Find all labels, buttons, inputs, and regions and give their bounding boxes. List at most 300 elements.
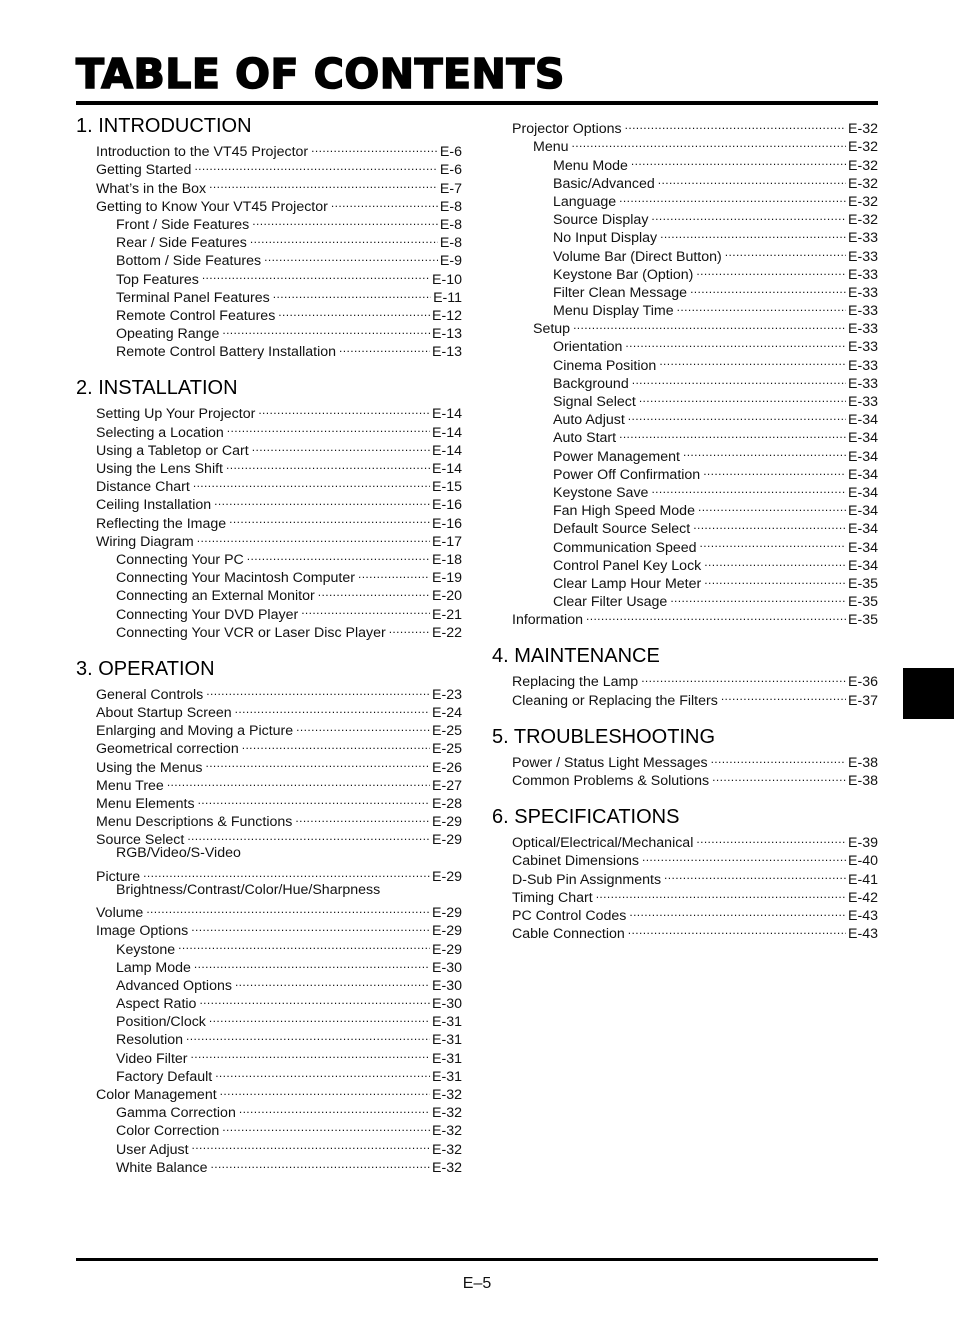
toc-entry-label: Distance Chart: [96, 479, 190, 496]
toc-entry-page: E-8: [439, 198, 462, 215]
toc-entry-page: E-38: [848, 754, 878, 771]
toc-entry[interactable]: [492, 829, 878, 852]
toc-entry-label: Source Display: [553, 212, 649, 229]
dot-leader: [721, 686, 846, 704]
toc-entry-label: Cabinet Dimensions: [512, 853, 639, 870]
toc-entry-label: Timing Chart: [512, 889, 593, 906]
section-heading: 1. INTRODUCTION: [76, 115, 252, 137]
toc-entry-page: E-29: [432, 923, 462, 940]
toc-entry-label: Connecting Your VCR or Laser Disc Player: [116, 624, 386, 641]
toc-entry-label: Auto Start: [553, 430, 617, 447]
toc-entry[interactable]: [76, 138, 462, 161]
toc-entry-label: Keystone: [116, 941, 176, 958]
toc-entry-page: E-24: [432, 705, 462, 722]
toc-entry-label: Reflecting the Image: [96, 515, 227, 532]
dot-leader: [690, 279, 846, 297]
dot-leader: [586, 606, 846, 624]
dot-leader: [278, 302, 430, 320]
toc-entry-page: E-33: [848, 266, 878, 283]
dot-leader: [301, 600, 430, 618]
toc-entry-page: E-33: [848, 375, 878, 392]
toc-entry-label: Remote Control Battery Installation: [116, 344, 337, 361]
toc-entry-page: E-43: [848, 907, 878, 924]
toc-entry-label: Menu Display Time: [553, 303, 674, 320]
toc-entry-page: E-33: [848, 321, 878, 338]
dot-leader: [659, 351, 846, 369]
dot-leader: [619, 424, 846, 442]
toc-entry-label: Default Source Select: [553, 521, 691, 538]
toc-entry-label: Video Filter: [116, 1050, 188, 1067]
dot-leader: [220, 1081, 430, 1099]
dot-leader: [252, 437, 430, 455]
dot-leader: [227, 418, 430, 436]
toc-entry-page: E-34: [848, 503, 878, 520]
section-heading: 5. TROUBLESHOOTING: [492, 725, 716, 748]
dot-leader: [318, 582, 430, 600]
toc-entry-label: Geometrical correction: [96, 741, 239, 758]
dot-leader: [670, 588, 846, 606]
toc-entry-page: E-26: [432, 759, 462, 776]
toc-entry-page: E-31: [432, 1014, 462, 1031]
toc-entry-label: Setting Up Your Projector: [96, 406, 256, 423]
toc-entry-page: E-29: [432, 868, 462, 885]
toc-entry-label: Color Management: [96, 1087, 217, 1103]
toc-entry-label: Picture: [96, 868, 141, 885]
toc-entry-page: E-20: [432, 588, 462, 605]
toc-entry-page: E-33: [848, 248, 878, 265]
toc-entry-label: Power / Status Light Messages: [512, 754, 708, 771]
toc-entry-label: Filter Clean Message: [553, 284, 688, 301]
dot-leader: [191, 1044, 431, 1062]
dot-leader: [235, 972, 430, 990]
dot-leader: [258, 400, 430, 418]
section-heading: 3. OPERATION: [76, 657, 215, 680]
toc-entry-label: Power Management: [553, 448, 680, 465]
toc-entry-label: RGB/Video/S-Video: [116, 845, 241, 862]
toc-entry-page: E-38: [848, 773, 878, 789]
toc-entry-label: Ceiling Installation: [96, 497, 212, 514]
toc-entry-label: Language: [553, 193, 617, 210]
toc-section: [492, 644, 878, 709]
dot-leader: [197, 528, 430, 546]
toc-entry[interactable]: [492, 188, 878, 210]
toc-entry-page: E-25: [432, 741, 462, 758]
toc-entry-page: E-32: [432, 1123, 462, 1140]
toc-entry-label: D-Sub Pin Assignments: [512, 871, 662, 888]
toc-entry[interactable]: [76, 899, 462, 922]
toc-entry-page: E-35: [848, 594, 878, 611]
toc-entry-label: Position/Clock: [116, 1014, 206, 1031]
toc-entry-page: E-43: [848, 926, 878, 943]
toc-entry-label: Aspect Ratio: [116, 996, 197, 1013]
dot-leader: [191, 917, 430, 935]
toc-entry-label: Background: [553, 375, 629, 392]
toc-section: [492, 725, 878, 789]
toc-entry[interactable]: [492, 242, 878, 265]
toc-entry-page: E-15: [432, 479, 462, 496]
toc-entry-page: E-40: [848, 853, 878, 870]
toc-entry-page: E-33: [848, 303, 878, 320]
toc-entry-label: Wiring Diagram: [96, 533, 194, 550]
toc-entry[interactable]: [492, 297, 878, 320]
dot-leader: [660, 224, 846, 242]
toc-entry-label: Opeating Range: [116, 326, 220, 343]
toc-entry-page: E-37: [848, 692, 878, 709]
dot-leader: [187, 826, 430, 844]
toc-entry-label: Enlarging and Moving a Picture: [96, 723, 294, 740]
dot-leader: [664, 865, 846, 883]
toc-entry-label: Common Problems & Solutions: [512, 773, 710, 789]
toc-entry[interactable]: [492, 315, 878, 338]
dot-leader: [704, 570, 846, 588]
toc-entry-label: PC Control Codes: [512, 907, 627, 924]
dot-leader: [273, 284, 431, 302]
toc-entry-page: E-11: [433, 289, 462, 306]
toc-entry-page: E-33: [848, 357, 878, 374]
toc-entry[interactable]: [492, 224, 878, 247]
toc-entry[interactable]: [492, 351, 878, 374]
dot-leader: [222, 1117, 430, 1135]
toc-entry-label: Orientation: [553, 339, 623, 356]
dot-leader: [205, 753, 430, 771]
toc-entry-label: Brightness/Contrast/Color/Hue/Sharpness: [116, 881, 381, 898]
toc-entry-label: Keystone Save: [553, 484, 649, 501]
toc-entry-label: Power Off Confirmation: [553, 466, 701, 483]
toc-entry-page: E-34: [848, 521, 878, 538]
dot-leader: [573, 315, 846, 333]
toc-entry[interactable]: [492, 668, 878, 691]
toc-entry-page: E-19: [432, 570, 462, 587]
toc-entry-label: Connecting an External Monitor: [116, 588, 315, 605]
toc-entry-label: Using the Menus: [96, 759, 203, 776]
toc-entry-label: General Controls: [96, 686, 204, 703]
dot-leader: [143, 863, 430, 881]
dot-leader: [628, 406, 846, 424]
toc-entry-page: E-33: [848, 284, 878, 301]
toc-entry-page: E-14: [432, 461, 462, 477]
toc-entry-page: E-36: [848, 674, 878, 691]
toc-entry-label: What’s in the Box: [96, 180, 207, 197]
dot-leader: [683, 442, 846, 460]
toc-entry-page: E-42: [848, 889, 878, 906]
toc-entry-page: E-31: [432, 1068, 462, 1085]
toc-entry-label: Gamma Correction: [116, 1105, 236, 1122]
toc-entry-label: Image Options: [96, 923, 189, 940]
toc-entry[interactable]: [492, 479, 878, 501]
toc-entry[interactable]: [76, 863, 462, 885]
section-tab-marker: [903, 668, 954, 719]
toc-entry-label: Terminal Panel Features: [116, 289, 270, 306]
toc-entry-page: E-34: [848, 448, 878, 465]
toc-entry-label: Communication Speed: [553, 539, 697, 556]
toc-entry[interactable]: [492, 461, 878, 483]
dot-leader: [199, 990, 430, 1008]
dot-leader: [339, 338, 430, 356]
left-column: [76, 114, 462, 1176]
toc-entry-page: E-34: [848, 430, 878, 447]
toc-entry-label: Rear / Side Features: [116, 235, 247, 252]
toc-entry-label: Connecting Your DVD Player: [116, 606, 299, 623]
dot-leader: [167, 772, 430, 790]
toc-entry[interactable]: [76, 844, 462, 862]
toc-entry-page: E-16: [432, 515, 462, 532]
toc-entry[interactable]: [492, 115, 878, 138]
dot-leader: [229, 509, 430, 527]
toc-entry-page: E-17: [432, 533, 462, 550]
dot-leader: [226, 455, 430, 473]
dot-leader: [619, 188, 846, 206]
dot-leader: [700, 533, 847, 551]
toc-entry-page: E-29: [432, 905, 462, 922]
dot-leader: [215, 1063, 430, 1081]
toc-entry-label: Information: [512, 612, 583, 629]
toc-entry-label: Lamp Mode: [116, 959, 191, 976]
toc-entry-label: Signal Select: [553, 394, 636, 410]
toc-entry-page: E-6: [439, 144, 462, 161]
toc-section: [76, 376, 462, 641]
dot-leader: [331, 193, 438, 211]
toc-entry-label: Volume: [96, 905, 144, 922]
toc-entry-page: E-10: [432, 271, 462, 288]
dot-leader: [186, 1026, 430, 1044]
toc-entry-page: E-9: [439, 253, 462, 270]
toc-entry-label: Front / Side Features: [116, 216, 250, 233]
toc-entry-label: Remote Control Features: [116, 307, 276, 324]
toc-entry[interactable]: [492, 749, 878, 771]
toc-entry-page: E-7: [439, 180, 462, 197]
toc-entry-label: Factory Default: [116, 1068, 213, 1085]
dot-leader: [235, 699, 430, 717]
section-heading: 6. SPECIFICATIONS: [492, 806, 680, 828]
toc-entry-label: Menu Elements: [96, 796, 195, 812]
toc-section: [76, 114, 462, 361]
dot-leader: [247, 546, 430, 564]
toc-entry-label: Cable Connection: [512, 926, 625, 943]
toc-entry[interactable]: [76, 681, 462, 703]
toc-entry-page: E-33: [848, 339, 878, 356]
dot-leader: [311, 138, 438, 156]
toc-entry-label: Getting to Know Your VT45 Projector: [96, 198, 328, 215]
dot-leader: [712, 767, 846, 785]
toc-entry-label: White Balance: [116, 1159, 208, 1176]
dot-leader: [222, 320, 430, 338]
toc-entry-page: E-23: [432, 686, 462, 703]
dot-leader: [389, 619, 430, 637]
dot-leader: [295, 808, 430, 826]
toc-entry-page: E-33: [848, 394, 878, 410]
toc-entry-page: E-32: [848, 193, 878, 210]
dot-leader: [178, 935, 430, 953]
toc-entry-label: Top Features: [116, 271, 199, 288]
dot-leader: [202, 265, 430, 283]
dot-leader: [198, 790, 430, 808]
dot-leader: [625, 115, 846, 133]
toc-entry-page: E-29: [432, 941, 462, 958]
dot-leader: [628, 920, 846, 938]
dot-leader: [210, 1154, 430, 1172]
bottom-rule: [76, 1258, 878, 1261]
dot-leader: [693, 515, 846, 533]
toc-entry[interactable]: [492, 170, 878, 192]
toc-entry-label: Introduction to the VT45 Projector: [96, 144, 309, 161]
toc-entry-label: Menu Mode: [553, 157, 628, 174]
toc-entry-page: E-34: [848, 466, 878, 483]
dot-leader: [651, 206, 846, 224]
toc-entry-label: Control Panel Key Lock: [553, 557, 702, 574]
toc-entry-page: E-27: [432, 777, 462, 794]
toc-entry-page: E-6: [439, 162, 462, 179]
dot-leader: [677, 297, 846, 315]
toc-entry[interactable]: [492, 388, 878, 410]
toc-entry-page: E-30: [432, 959, 462, 976]
toc-entry-label: Setup: [533, 321, 571, 338]
toc-entry-label: Bottom / Side Features: [116, 253, 262, 270]
dot-leader: [629, 902, 846, 920]
dot-leader: [206, 681, 430, 699]
toc-entry-page: E-41: [848, 871, 878, 888]
toc-entry-label: Advanced Options: [116, 977, 232, 994]
section-heading: 4. MAINTENANCE: [492, 645, 660, 668]
toc-entry-label: Using a Tabletop or Cart: [96, 442, 249, 459]
toc-entry-label: Menu: [533, 139, 569, 156]
toc-entry-label: Menu Descriptions & Functions: [96, 814, 293, 831]
toc-entry[interactable]: [492, 424, 878, 447]
toc-entry-page: E-32: [848, 157, 878, 174]
dot-leader: [725, 242, 846, 260]
toc-entry-page: E-32: [848, 121, 878, 138]
dot-leader: [703, 461, 846, 479]
toc-entry[interactable]: [76, 400, 462, 423]
toc-entry-label: Cinema Position: [553, 357, 657, 374]
toc-entry-label: Resolution: [116, 1032, 184, 1049]
toc-entry-label: Basic/Advanced: [553, 175, 655, 192]
toc-entry-page: E-14: [432, 442, 462, 459]
toc-entry-label: Menu Tree: [96, 777, 164, 794]
toc-section: [492, 115, 878, 629]
toc-entry-page: E-39: [848, 835, 878, 852]
toc-entry-page: E-18: [432, 551, 462, 568]
toc-entry-page: E-30: [432, 977, 462, 994]
toc-entry-page: E-12: [432, 307, 462, 324]
dot-leader: [696, 829, 846, 847]
toc-entry-label: User Adjust: [116, 1141, 189, 1158]
toc-entry[interactable]: [492, 606, 878, 629]
toc-entry-label: Optical/Electrical/Mechanical: [512, 835, 694, 852]
toc-entry-page: E-21: [432, 606, 462, 623]
dot-leader: [239, 1099, 430, 1117]
dot-leader: [596, 884, 846, 902]
dot-leader: [193, 473, 430, 491]
toc-entry-page: E-32: [848, 212, 878, 229]
toc-entry-page: E-22: [432, 624, 462, 641]
toc-entry-page: E-34: [848, 412, 878, 429]
dot-leader: [642, 847, 846, 865]
dot-leader: [696, 261, 846, 279]
dot-leader: [214, 491, 430, 509]
dot-leader: [631, 151, 846, 169]
dot-leader: [641, 668, 846, 686]
toc-entry-label: Color Correction: [116, 1123, 220, 1140]
toc-entry[interactable]: [492, 370, 878, 392]
toc-entry-page: E-13: [432, 344, 462, 361]
toc-entry-label: Clear Filter Usage: [553, 594, 668, 611]
dot-leader: [209, 1008, 430, 1026]
toc-entry-label: Keystone Bar (Option): [553, 266, 694, 283]
dot-leader: [194, 156, 437, 174]
toc-entry-label: Projector Options: [512, 121, 622, 138]
toc-entry-page: E-33: [848, 230, 878, 247]
toc-entry-label: No Input Display: [553, 230, 658, 247]
toc-entry[interactable]: [492, 497, 878, 520]
toc-entry-page: E-31: [432, 1050, 462, 1067]
toc-entry-label: Auto Adjust: [553, 412, 625, 429]
toc-entry-label: About Startup Screen: [96, 705, 232, 722]
toc-entry-page: E-31: [432, 1032, 462, 1049]
dot-leader: [296, 717, 430, 735]
toc-entry-page: E-29: [432, 832, 462, 849]
dot-leader: [625, 333, 846, 351]
toc-entry-label: Source Select: [96, 832, 185, 849]
dot-leader: [658, 170, 846, 188]
page-title: TABLE OF CONTENTS: [76, 50, 565, 98]
toc-entry-page: E-34: [848, 484, 878, 501]
toc-entry-label: Selecting a Location: [96, 424, 224, 441]
dot-leader: [572, 133, 847, 151]
toc-entry-page: E-32: [432, 1105, 462, 1122]
dot-leader: [252, 211, 438, 229]
dot-leader: [651, 479, 846, 497]
toc-entry-page: E-32: [432, 1087, 462, 1103]
toc-entry[interactable]: [492, 588, 878, 611]
toc-entry-label: Connecting Your Macintosh Computer: [116, 570, 355, 587]
toc-entry[interactable]: [492, 442, 878, 465]
toc-entry-page: E-8: [439, 216, 462, 233]
toc-entry-page: E-14: [432, 424, 462, 441]
toc-entry-page: E-35: [848, 612, 878, 629]
dot-leader: [242, 735, 430, 753]
toc-entry[interactable]: [492, 406, 878, 429]
toc-entry-page: E-16: [432, 497, 462, 514]
toc-entry-page: E-32: [432, 1141, 462, 1158]
toc-entry-label: Volume Bar (Direct Button): [553, 248, 722, 265]
toc-section: [492, 805, 878, 943]
toc-entry-label: Using the Lens Shift: [96, 461, 223, 477]
toc-entry-label: Clear Lamp Hour Meter: [553, 575, 702, 592]
dot-leader: [704, 552, 846, 570]
right-column: [492, 115, 878, 943]
toc-entry[interactable]: [492, 206, 878, 229]
toc-entry-page: E-30: [432, 996, 462, 1013]
toc-entry-page: E-34: [848, 557, 878, 574]
toc-entry-page: E-14: [432, 406, 462, 423]
section-heading: 2. INSTALLATION: [76, 377, 238, 400]
dot-leader: [632, 370, 846, 388]
dot-leader: [639, 388, 846, 406]
dot-leader: [698, 497, 846, 515]
toc-entry-page: E-25: [432, 723, 462, 740]
toc-entry[interactable]: [76, 881, 462, 899]
toc-entry-page: E-28: [432, 796, 462, 812]
dot-leader: [250, 229, 438, 247]
top-rule: [76, 101, 878, 105]
dot-leader: [146, 899, 430, 917]
dot-leader: [194, 954, 430, 972]
page-number: E–5: [462, 1275, 492, 1292]
toc-entry-page: E-29: [432, 814, 462, 831]
dot-leader: [209, 174, 438, 192]
dot-leader: [264, 247, 438, 265]
toc-entry-label: Getting Started: [96, 162, 192, 179]
